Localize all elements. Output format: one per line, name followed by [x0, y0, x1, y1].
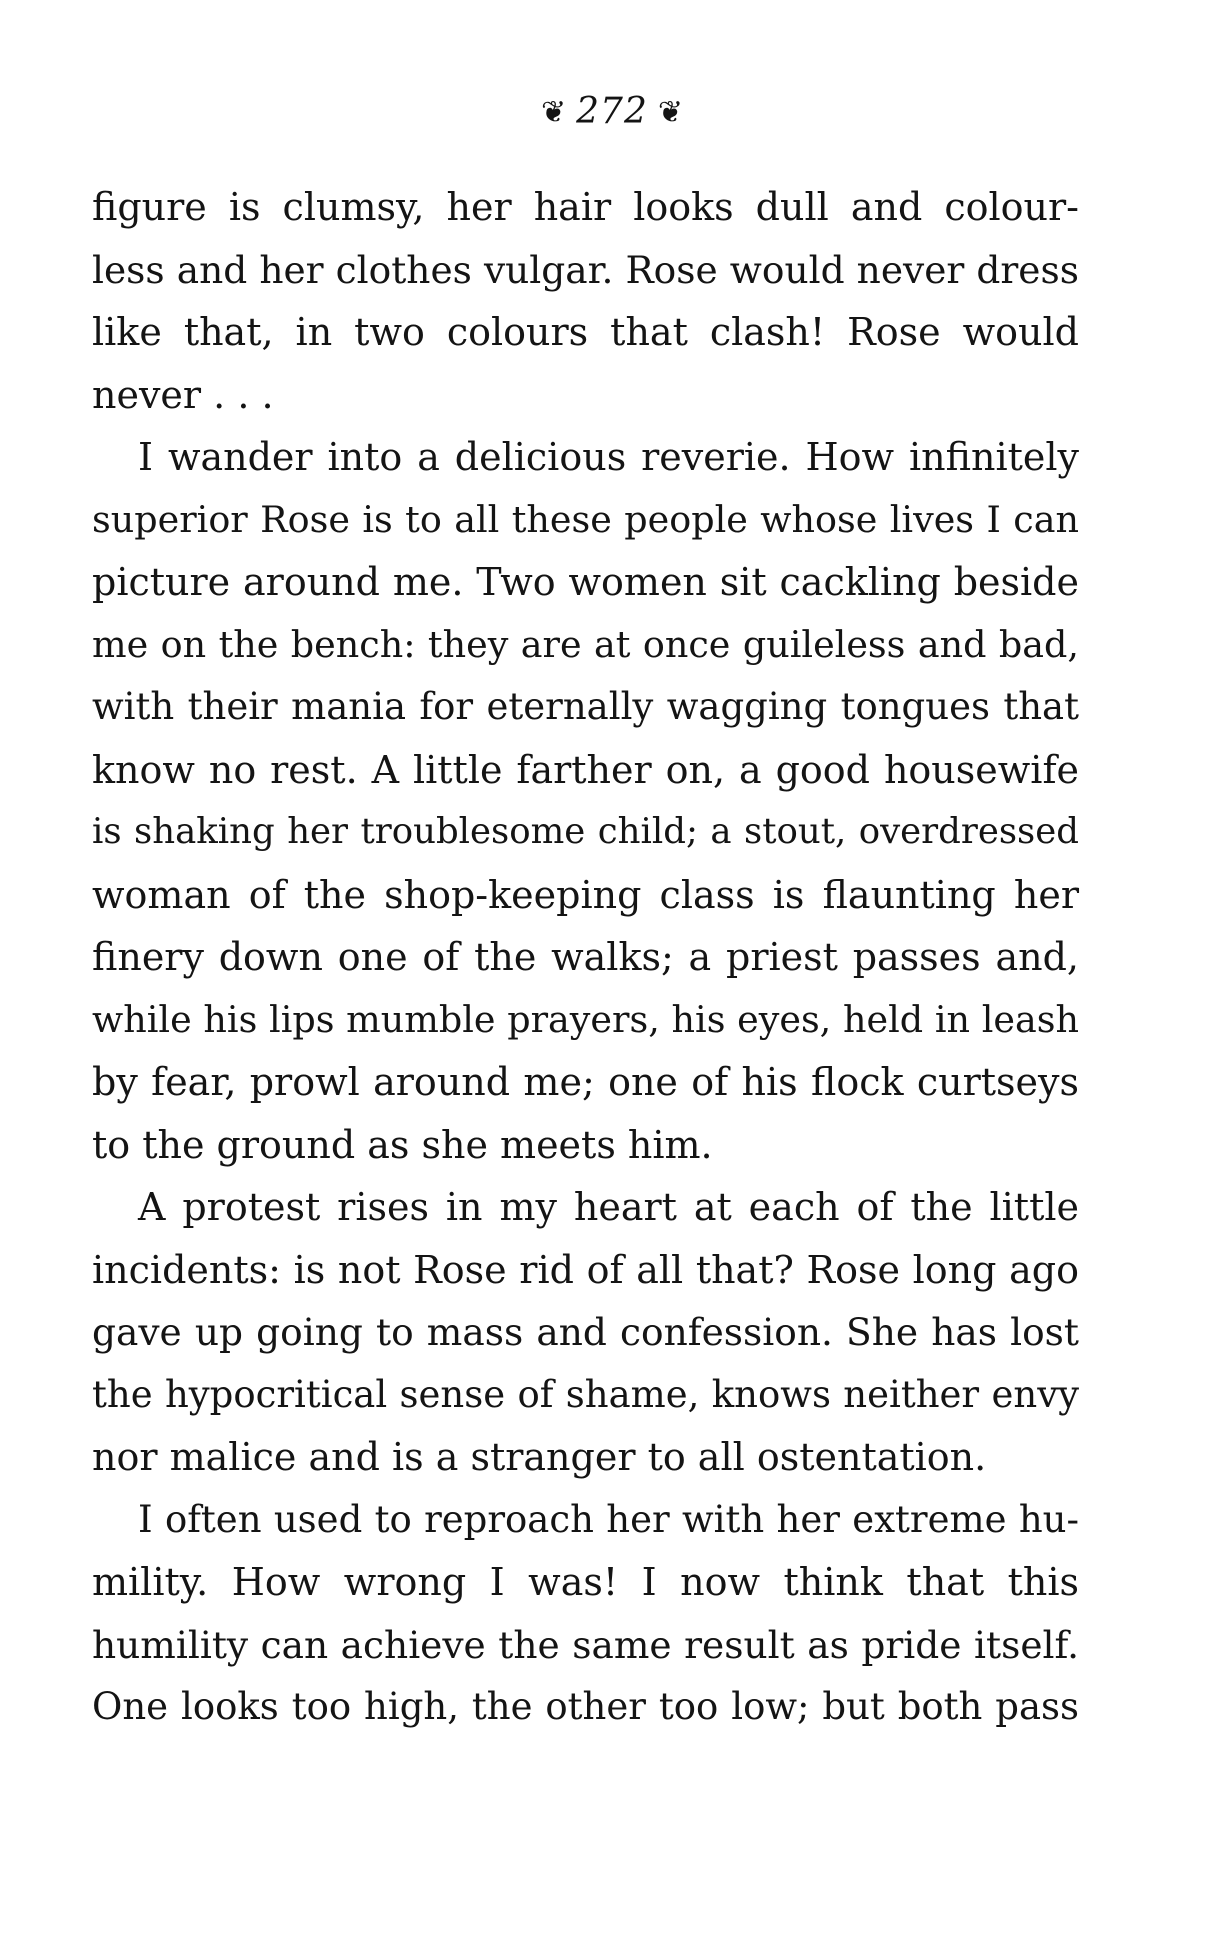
fleuron-left-icon: ❦	[541, 95, 567, 130]
text-line: with their mania for eternally wagging tongues that	[92, 685, 1079, 728]
text-line: finery down one of the walks; a priest passes and,	[92, 935, 1079, 979]
text-line: by fear, prowl around me; one of his flock curtseys	[92, 1060, 1079, 1104]
text-line: while his lips mumble prayers, his eyes, held in leash	[92, 997, 1079, 1041]
text-line: woman of the shop-keeping class is flaunting her	[92, 872, 1079, 917]
text-line: gave up going to mass and confession. She has lost	[92, 1310, 1079, 1354]
text-line: incidents: is not Rose rid of all that? Rose long ago	[92, 1247, 1079, 1292]
text-line: know no rest. A little farther on, a good housewife	[92, 747, 1079, 792]
paragraph	[92, 426, 1079, 1176]
body-text	[92, 176, 1079, 1739]
text-line: A protest rises in my heart at each of the little	[138, 1185, 1079, 1229]
text-line: One looks too high, the other too low; but both pass	[92, 1685, 1079, 1728]
text-line: never . . .	[92, 372, 274, 417]
text-line: nor malice and is a stranger to all ostentation.	[92, 1435, 987, 1479]
text-line: is shaking her troublesome child; a stout, overdressed	[92, 811, 1079, 852]
fleuron-right-icon: ❦	[657, 95, 683, 130]
text-line: to the ground as she meets him.	[92, 1122, 713, 1167]
text-line: picture around me. Two women sit cackling beside	[92, 560, 1079, 604]
paragraph	[92, 176, 1079, 426]
text-line: humility can achieve the same result as pride itself.	[92, 1622, 1079, 1667]
text-line: mility. How wrong I was! I now think that this	[92, 1560, 1079, 1604]
page-header	[0, 88, 1224, 137]
text-line: figure is clumsy, her hair looks dull and colour-	[92, 185, 1079, 229]
paragraph	[92, 1489, 1079, 1739]
text-line: superior Rose is to all these people whose lives I can	[92, 497, 1079, 541]
paragraph	[92, 1176, 1079, 1489]
text-line: the hypocritical sense of shame, knows neither envy	[92, 1372, 1079, 1416]
text-line: like that, in two colours that clash! Rose would	[92, 310, 1079, 354]
page-number: 272	[576, 91, 648, 132]
text-line: I wander into a delicious reverie. How infinitely	[138, 435, 1079, 479]
text-line: I often used to reproach her with her extreme hu-	[138, 1497, 1079, 1541]
text-line: less and her clothes vulgar. Rose would never dress	[92, 247, 1079, 292]
text-line: me on the bench: they are at once guileless and bad,	[92, 622, 1079, 666]
